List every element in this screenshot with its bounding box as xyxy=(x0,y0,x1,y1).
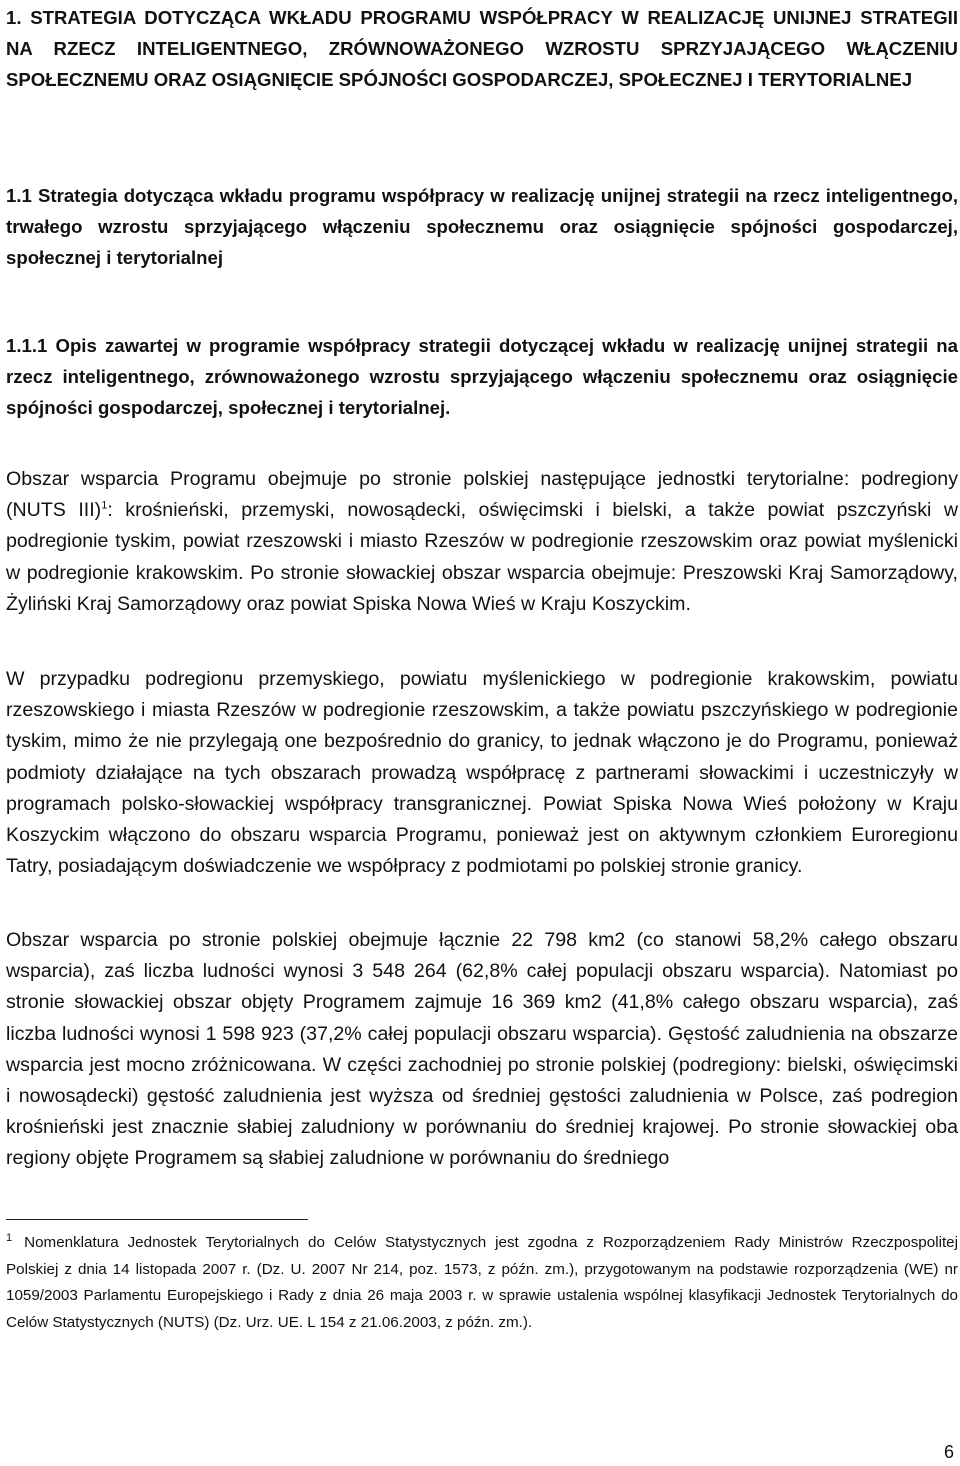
paragraph-inclusion-rationale: W przypadku podregionu przemyskiego, powiatu myślenickiego w podregionie krakowskim, powiatu rzeszowskiego i miasta Rzeszów w podregionie rzeszowskim, a także powiatu pszczyńskiego w podregionie tyskim, mimo że nie przylegają one bezpośrednio do granicy, to jednak włączono je do Programu, ponieważ podmioty działające na tych obszarach prowadzą współpracę z partnerami słowackimi i uczestniczyły w programach polsko-słowackiej współpracy transgranicznej. Powiat Spiska Nowa Wieś położony w Kraju Koszyckim włączono do obszaru wsparcia Programu, ponieważ jest on aktywnym członkiem Euroregionu Tatry, posiadającym doświadczenie we współpracy z podmiotami po polskiej stronie granicy. xyxy=(6,668,958,878)
section-title: 1.1 Strategia dotycząca wkładu programu współpracy w realizację unijnej strategii na rzecz inteligentnego, trwałego wzrostu sprzyjającego włączeniu społecznemu oraz osiągnięcie spójności gospodarczej, społecznej i terytorialnej xyxy=(6,185,958,268)
footnote-divider xyxy=(6,1219,308,1220)
page-number: 6 xyxy=(943,1442,954,1462)
footnote xyxy=(6,1230,958,1336)
paragraph-population-area: Obszar wsparcia po stronie polskiej obejmuje łącznie 22 798 km2 (co stanowi 58,2% całego obszaru wsparcia), zaś liczba ludności wynosi 3 548 264 (62,8% całej populacji obszaru wsparcia). Natomiast po stronie słowackiej obszar objęty Programem zajmuje 16 369 km2 (41,8% całego obszaru wsparcia), zaś liczba ludności wynosi 1 598 923 (37,2% całej populacji obszaru wsparcia). Gęstość zaludnienia na obszarze wsparcia jest mocno zróżnicowana. W części zachodniej po stronie polskiej (podregiony: bielski, oświęcimski i nowosądecki) gęstość zaludnienia jest wyższa od średniej gęstości zaludnienia w Polsce, zaś podregion krośnieński jest znacznie słabiej zaludniony w porównaniu do średniej krajowej. Po stronie słowackiej oba regiony objęte Programem są słabiej zaludnione w porównaniu do średniego xyxy=(6,929,958,1170)
footnote-number: 1 xyxy=(6,1231,13,1244)
chapter-title: 1. STRATEGIA DOTYCZĄCA WKŁADU PROGRAMU WSPÓŁPRACY W REALIZACJĘ UNIJNEJ STRATEGII NA RZECZ INTELIGENTNEGO, ZRÓWNOWAŻONEGO WZROSTU SPRZYJAJĄCEGO WŁĄCZENIU SPOŁECZNEMU ORAZ OSIĄGNIĘCIE SPÓJNOŚCI GOSPODARCZEJ, SPOŁECZNEJ I TERYTORIALNEJ xyxy=(6,7,958,90)
footnote-text: Nomenklatura Jednostek Terytorialnych do Celów Statystycznych jest zgodna z Rozporządzeniem Rady Ministrów Rzeczpospolitej Polskiej z dnia 14 listopada 2007 r. (Dz. U. 2007 Nr 214, poz. 1573, z późn. zm.), przygotowanym na podstawie rozporządzenia (WE) nr 1059/2003 Parlamentu Europejskiego i Rady z dnia 26 maja 2003 r. w sprawie ustalenia wspólnej klasyfikacji Jednostek Terytorialnych do Celów Statystycznych (NUTS) (Dz. Urz. UE. L 154 z 21.06.2003, z późn. zm.). xyxy=(6,1234,958,1331)
subsection-title: 1.1.1 Opis zawartej w programie współpracy strategii dotyczącej wkładu w realizację unijnej strategii na rzecz inteligentnego, zrównoważonego wzrostu sprzyjającego włączeniu społecznemu oraz osiągnięcie spójności gospodarczej, społecznej i terytorialnej. xyxy=(6,335,958,418)
footnote-reference[interactable]: 1 xyxy=(101,499,108,512)
paragraph-support-area xyxy=(6,464,958,620)
paragraph-text: : krośnieński, przemyski, nowosądecki, oświęcimski i bielski, a także powiat pszczyński w podregionie tyskim, powiat rzeszowski i miasto Rzeszów w podregionie rzeszowskim oraz powiat myślenicki w podregionie krakowskim. Po stronie słowackiej obszar wsparcia obejmuje: Preszowski Kraj Samorządowy, Żyliński Kraj Samorządowy oraz powiat Spiska Nowa Wieś w Kraju Koszyckim. xyxy=(6,499,958,615)
paragraph-text: Obszar wsparcia Programu obejmuje po stronie polskiej następujące jednostki terytorialne: podregiony (NUTS III) xyxy=(6,468,958,522)
